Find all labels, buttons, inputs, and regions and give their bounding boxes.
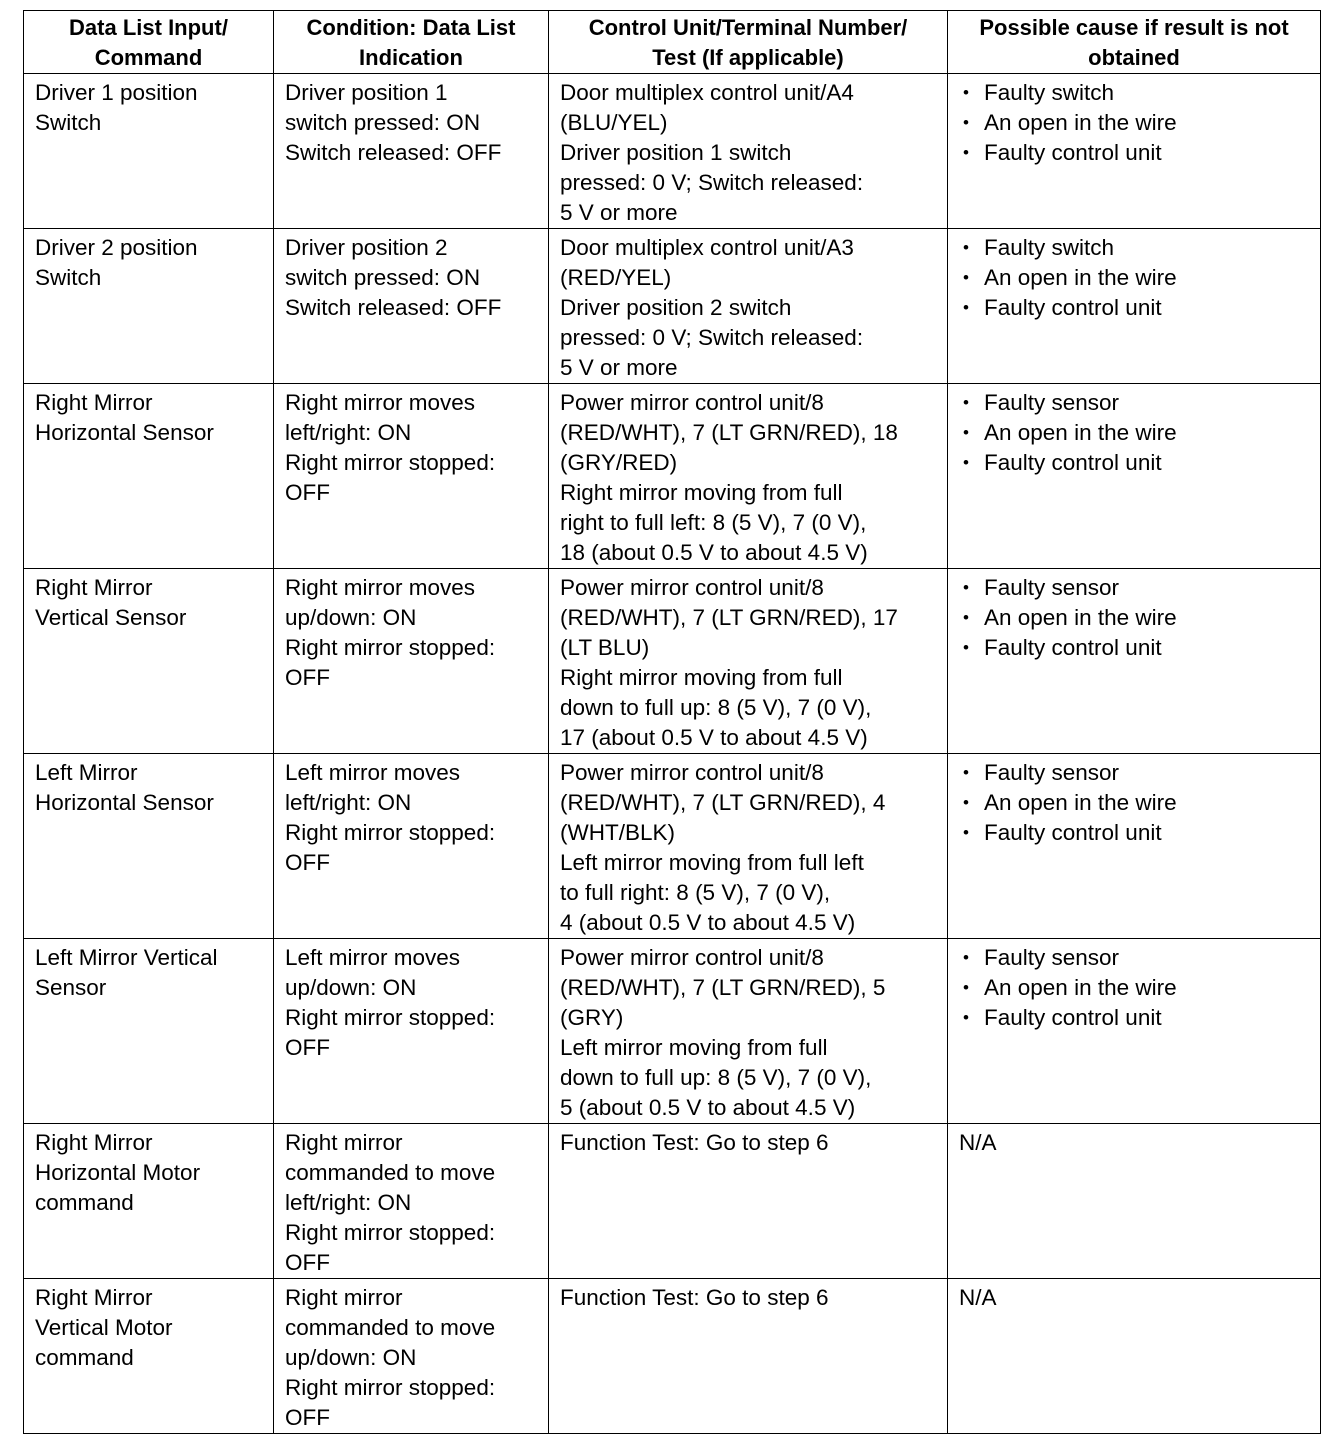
control-unit-cell (549, 939, 948, 1124)
control-line: 5 V or more (560, 355, 678, 380)
table-row (24, 1279, 1321, 1434)
input-line: Horizontal Motor (35, 1160, 201, 1185)
cause-item: • An open in the wire (959, 418, 1310, 448)
control-line: (GRY/RED) (560, 450, 678, 475)
condition-line: up/down: ON (285, 1345, 417, 1370)
condition-line: Left mirror moves (285, 945, 461, 970)
condition-line: up/down: ON (285, 975, 417, 1000)
condition-line: left/right: ON (285, 1190, 412, 1215)
input-cell (24, 1279, 274, 1434)
input-line: Vertical Motor (35, 1315, 173, 1340)
control-line: (WHT/BLK) (560, 820, 675, 845)
header-possible-cause (948, 11, 1321, 74)
input-line: Driver 1 position (35, 80, 198, 105)
condition-cell (274, 1124, 549, 1279)
input-line: command (35, 1345, 134, 1370)
control-line: Power mirror control unit/8 (560, 390, 824, 415)
cause-item: • Faulty control unit (959, 818, 1310, 848)
condition-line: Driver position 1 (285, 80, 448, 105)
control-unit-cell (549, 1124, 948, 1279)
control-line: 4 (about 0.5 V to about 4.5 V) (560, 910, 856, 935)
condition-line: commanded to move (285, 1160, 496, 1185)
header-line: Control Unit/Terminal Number/ (588, 15, 908, 40)
cause-item: • Faulty control unit (959, 633, 1310, 663)
condition-line: Right mirror stopped: (285, 820, 496, 845)
condition-cell (274, 939, 549, 1124)
control-line: (RED/WHT), 7 (LT GRN/RED), 17 (560, 605, 898, 630)
input-cell (24, 384, 274, 569)
condition-line: Right mirror moves (285, 390, 476, 415)
control-line: pressed: 0 V; Switch released: (560, 170, 864, 195)
header-line: Condition: Data List (306, 15, 516, 40)
control-line: Door multiplex control unit/A3 (560, 235, 854, 260)
diagnostic-table (23, 10, 1321, 1434)
control-line: (GRY) (560, 1005, 624, 1030)
not-applicable-text: N/A (959, 1285, 997, 1310)
cause-item: • An open in the wire (959, 603, 1310, 633)
cause-item: • Faulty control unit (959, 293, 1310, 323)
condition-line: Right mirror stopped: (285, 1220, 496, 1245)
control-line: (RED/WHT), 7 (LT GRN/RED), 5 (560, 975, 886, 1000)
cause-item: • Faulty control unit (959, 1003, 1310, 1033)
input-line: Left Mirror Vertical (35, 945, 218, 970)
cause-item: • Faulty sensor (959, 758, 1310, 788)
control-line: (RED/WHT), 7 (LT GRN/RED), 4 (560, 790, 886, 815)
condition-line: left/right: ON (285, 790, 412, 815)
header-line: Possible cause if result is not (979, 15, 1289, 40)
table-row (24, 229, 1321, 384)
input-line: Driver 2 position (35, 235, 198, 260)
table-row (24, 754, 1321, 939)
input-line: Right Mirror (35, 1285, 153, 1310)
control-unit-cell (549, 384, 948, 569)
cause-item: • Faulty control unit (959, 138, 1310, 168)
condition-line: Switch released: OFF (285, 140, 502, 165)
cause-item: • Faulty switch (959, 233, 1310, 263)
table-row (24, 1124, 1321, 1279)
control-line: pressed: 0 V; Switch released: (560, 325, 864, 350)
condition-line: Right mirror (285, 1130, 403, 1155)
input-line: Horizontal Sensor (35, 420, 214, 445)
input-line: Horizontal Sensor (35, 790, 214, 815)
condition-line: OFF (285, 1250, 330, 1275)
condition-line: OFF (285, 1405, 330, 1430)
control-line: right to full left: 8 (5 V), 7 (0 V), (560, 510, 867, 535)
control-line: (RED/YEL) (560, 265, 672, 290)
condition-line: commanded to move (285, 1315, 496, 1340)
cause-item: • Faulty sensor (959, 943, 1310, 973)
control-line: down to full up: 8 (5 V), 7 (0 V), (560, 695, 872, 720)
condition-line: Right mirror stopped: (285, 635, 496, 660)
control-line: Driver position 2 switch (560, 295, 792, 320)
condition-line: OFF (285, 1035, 330, 1060)
control-line: Door multiplex control unit/A4 (560, 80, 854, 105)
control-line: Driver position 1 switch (560, 140, 792, 165)
condition-cell (274, 229, 549, 384)
table-row (24, 384, 1321, 569)
control-unit-cell (549, 74, 948, 229)
control-unit-cell (549, 754, 948, 939)
input-cell (24, 754, 274, 939)
control-unit-cell (549, 1279, 948, 1434)
cause-item: • An open in the wire (959, 263, 1310, 293)
control-line: (BLU/YEL) (560, 110, 668, 135)
cause-item: • An open in the wire (959, 788, 1310, 818)
control-line: to full right: 8 (5 V), 7 (0 V), (560, 880, 831, 905)
control-line: down to full up: 8 (5 V), 7 (0 V), (560, 1065, 872, 1090)
input-cell (24, 939, 274, 1124)
condition-line: Right mirror stopped: (285, 1005, 496, 1030)
cause-cell (948, 74, 1321, 229)
input-line: Sensor (35, 975, 107, 1000)
input-line: Vertical Sensor (35, 605, 187, 630)
table-row (24, 74, 1321, 229)
header-data-list-input (24, 11, 274, 74)
control-unit-cell (549, 229, 948, 384)
table-row (24, 939, 1321, 1124)
control-line: Left mirror moving from full (560, 1035, 828, 1060)
header-condition (274, 11, 549, 74)
control-line: (LT BLU) (560, 635, 650, 660)
control-line: Power mirror control unit/8 (560, 760, 824, 785)
control-line: 5 (about 0.5 V to about 4.5 V) (560, 1095, 856, 1120)
condition-line: OFF (285, 850, 330, 875)
input-cell (24, 229, 274, 384)
condition-line: Right mirror moves (285, 575, 476, 600)
cause-cell (948, 229, 1321, 384)
condition-line: Driver position 2 (285, 235, 448, 260)
control-line: Right mirror moving from full (560, 480, 843, 505)
cause-item: • Faulty switch (959, 78, 1310, 108)
cause-cell (948, 939, 1321, 1124)
header-line: obtained (1088, 45, 1180, 70)
condition-cell (274, 384, 549, 569)
input-cell (24, 74, 274, 229)
control-line: 18 (about 0.5 V to about 4.5 V) (560, 540, 868, 565)
input-cell (24, 569, 274, 754)
condition-cell (274, 569, 549, 754)
cause-cell (948, 569, 1321, 754)
condition-line: Switch released: OFF (285, 295, 502, 320)
control-line: Power mirror control unit/8 (560, 575, 824, 600)
condition-line: switch pressed: ON (285, 110, 481, 135)
condition-line: switch pressed: ON (285, 265, 481, 290)
cause-cell (948, 1279, 1321, 1434)
cause-item: • Faulty control unit (959, 448, 1310, 478)
input-line: command (35, 1190, 134, 1215)
condition-cell (274, 74, 549, 229)
input-line: Right Mirror (35, 390, 153, 415)
cause-item: • Faulty sensor (959, 573, 1310, 603)
control-line: Left mirror moving from full left (560, 850, 864, 875)
input-line: Switch (35, 110, 102, 135)
cause-item: • Faulty sensor (959, 388, 1310, 418)
control-line: Function Test: Go to step 6 (560, 1285, 829, 1310)
cause-item: • An open in the wire (959, 108, 1310, 138)
header-row (24, 11, 1321, 74)
control-line: Function Test: Go to step 6 (560, 1130, 829, 1155)
condition-line: Right mirror (285, 1285, 403, 1310)
control-line: Right mirror moving from full (560, 665, 843, 690)
header-line: Indication (359, 45, 463, 70)
cause-cell (948, 1124, 1321, 1279)
control-line: (RED/WHT), 7 (LT GRN/RED), 18 (560, 420, 898, 445)
cause-cell (948, 384, 1321, 569)
not-applicable-text: N/A (959, 1130, 997, 1155)
cause-cell (948, 754, 1321, 939)
control-line: 17 (about 0.5 V to about 4.5 V) (560, 725, 868, 750)
condition-line: OFF (285, 665, 330, 690)
cause-item: • An open in the wire (959, 973, 1310, 1003)
header-line: Command (94, 45, 203, 70)
condition-line: Left mirror moves (285, 760, 461, 785)
input-line: Switch (35, 265, 102, 290)
header-control-unit (549, 11, 948, 74)
condition-cell (274, 1279, 549, 1434)
input-cell (24, 1124, 274, 1279)
condition-line: Right mirror stopped: (285, 450, 496, 475)
control-line: Power mirror control unit/8 (560, 945, 824, 970)
condition-cell (274, 754, 549, 939)
header-line: Data List Input/ (69, 15, 228, 40)
input-line: Left Mirror (35, 760, 138, 785)
control-line: 5 V or more (560, 200, 678, 225)
table-row (24, 569, 1321, 754)
input-line: Right Mirror (35, 575, 153, 600)
input-line: Right Mirror (35, 1130, 153, 1155)
condition-line: Right mirror stopped: (285, 1375, 496, 1400)
condition-line: up/down: ON (285, 605, 417, 630)
condition-line: OFF (285, 480, 330, 505)
control-unit-cell (549, 569, 948, 754)
condition-line: left/right: ON (285, 420, 412, 445)
header-line: Test (If applicable) (652, 45, 844, 70)
